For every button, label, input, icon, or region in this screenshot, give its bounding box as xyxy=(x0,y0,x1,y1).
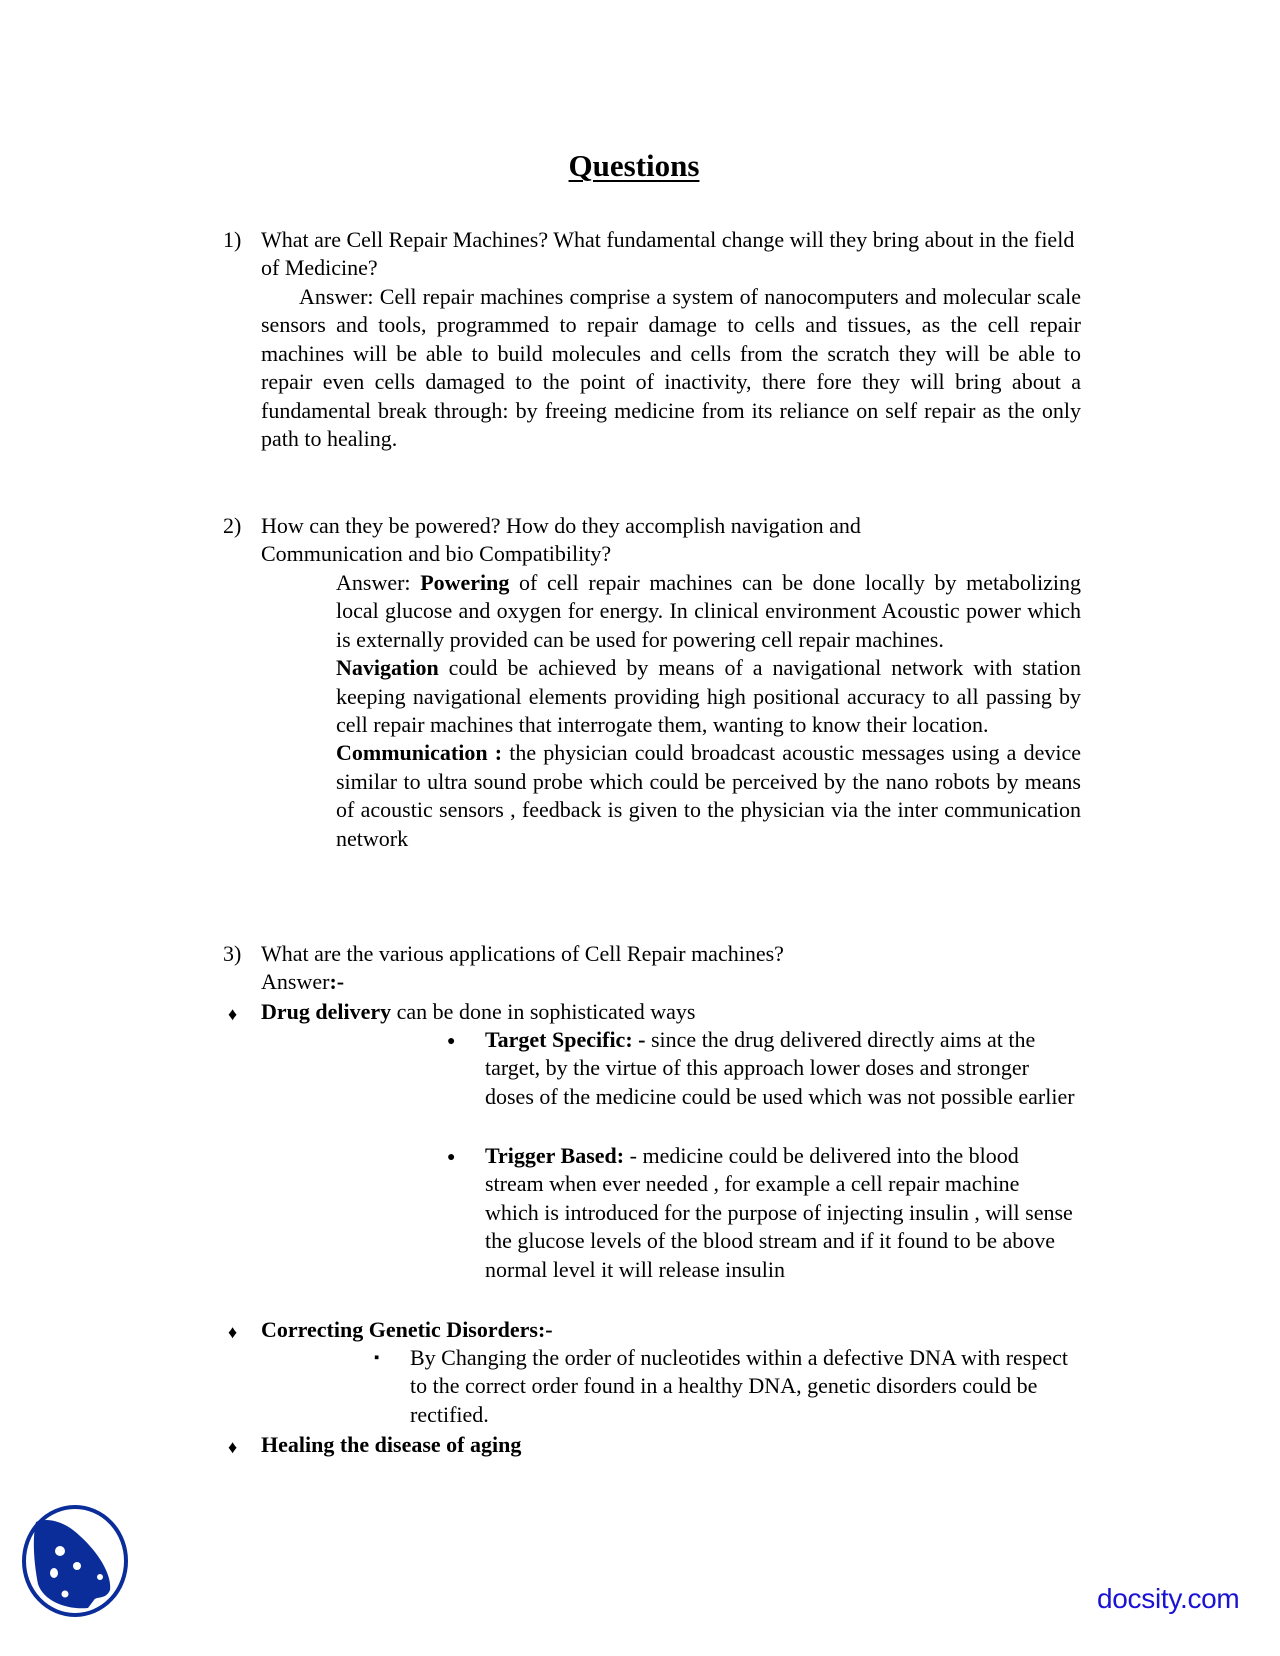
genetic-disorders-heading: Correcting Genetic Disorders:- xyxy=(261,1317,553,1342)
communication-paragraph xyxy=(336,739,1081,853)
answer-suffix: :- xyxy=(329,969,345,994)
question-2-answer xyxy=(336,569,1081,853)
navigation-label: Navigation xyxy=(336,655,439,681)
docsity-brand-link[interactable]: docsity.com xyxy=(1097,1583,1240,1614)
diamond-bullet-icon: ♦ xyxy=(228,1437,238,1457)
drug-delivery-text: can be done in sophisticated ways xyxy=(391,999,696,1024)
question-3-answer-label xyxy=(261,968,344,996)
genetic-disorders-label xyxy=(261,1316,553,1344)
diamond-bullet-icon: ♦ xyxy=(228,1322,238,1342)
communication-text: the physician could broadcast acoustic messages using a device similar to ultra sound probe which could be perceived by the nano robots by means of acoustic sensors , feedback is given to the physician via the inter communication network xyxy=(336,740,1081,851)
aging-label: Healing the disease of aging xyxy=(261,1432,522,1457)
dot-bullet-icon: ● xyxy=(447,1034,456,1049)
square-bullet-icon: ▪ xyxy=(374,1350,380,1366)
question-1-number: 1) xyxy=(223,227,242,252)
question-2-number: 2) xyxy=(223,513,242,538)
communication-label: Communication : xyxy=(336,740,503,766)
aging-item xyxy=(261,1431,521,1459)
answer-prefix: Answer: xyxy=(336,570,421,595)
answer-label: Answer xyxy=(261,969,330,994)
powering-paragraph xyxy=(336,569,1081,654)
navigation-text: could be achieved by means of a navigational network with station keeping navigational elements providing high positional accuracy to all passing by cell repair machines that interrogate them, wanting to know their location. xyxy=(336,655,1081,738)
powering-label: Powering xyxy=(420,570,510,595)
question-3-number: 3) xyxy=(223,941,242,966)
target-specific-label: Target Specific: - xyxy=(485,1027,646,1052)
target-specific-text: since the drug delivered directly aims at the target, by the virtue of this approach lower doses and stronger doses of the medicine could be used which was not possible earlier xyxy=(485,1027,1075,1109)
question-2-text: How can they be powered? How do they accomplish navigation and Communication and bio Compatibility? xyxy=(261,513,861,567)
question-1-text: What are Cell Repair Machines? What fundamental change will they bring about in the field of Medicine? xyxy=(261,227,1075,281)
dot-bullet-icon: ● xyxy=(447,1150,456,1165)
question-1-answer: Answer: Cell repair machines comprise a system of nanocomputers and molecular scale sensors and tools, programmed to repair damage to cells and tissues, as the cell repair machines will be able to build molecules and cells from the scratch they will be able to repair even cells damaged to the point of inactivity, there fore they will bring about a fundamental break through: by freeing medicine from its reliance on self repair as the only path to healing. xyxy=(261,284,1081,452)
trigger-based-label: Trigger Based: xyxy=(485,1143,625,1168)
docsity-logo-icon xyxy=(20,1504,132,1618)
genetic-disorders-text: By Changing the order of nucleotides within a defective DNA with respect to the correct order found in a healthy DNA, genetic disorders could be rectified. xyxy=(410,1345,1068,1427)
powering-text: of cell repair machines can be done locally by metabolizing local glucose and oxygen for energy. In clinical environment Acoustic power which is externally provided can be used for powering cell repair machines. xyxy=(336,570,1082,652)
page-title: Questions xyxy=(568,148,700,183)
navigation-paragraph xyxy=(336,654,1081,739)
trigger-based-text: - medicine could be delivered into the blood stream when ever needed , for example a cell repair machine which is introduced for the purpose of injecting insulin , will sense the glucose levels of the blood stream and if it found to be above normal level it will release insulin xyxy=(485,1143,1073,1282)
drug-delivery-label: Drug delivery xyxy=(261,999,392,1024)
trigger-based-item xyxy=(485,1142,1075,1284)
target-specific-item xyxy=(485,1026,1083,1111)
diamond-bullet-icon: ♦ xyxy=(228,1004,238,1024)
drug-delivery-item xyxy=(261,998,1061,1026)
question-3-text: What are the various applications of Cell Repair machines? xyxy=(261,941,784,966)
